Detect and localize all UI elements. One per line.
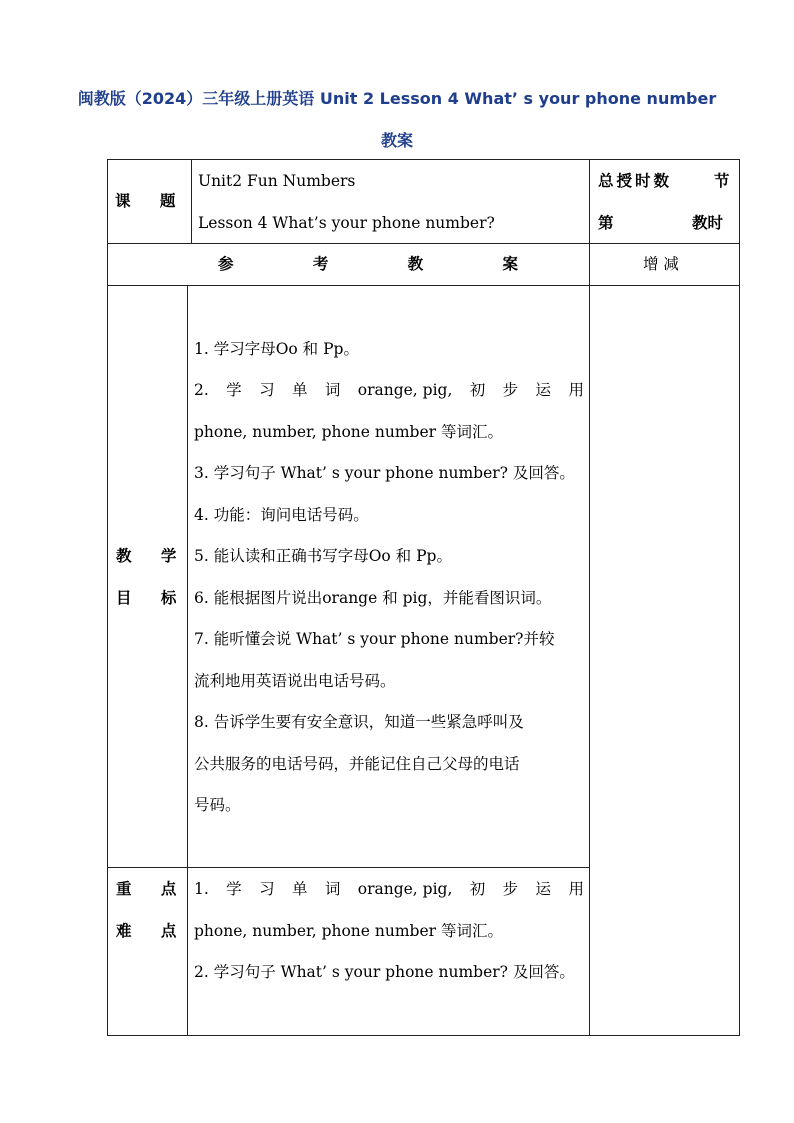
adjust-column-cell [589, 285, 740, 1036]
objective-line-part: 词 [324, 381, 341, 399]
objective-line-part: 运 [535, 381, 552, 399]
objective-line: 公共服务的电话号码，并能记住自己父母的电话 [194, 755, 520, 773]
objective-line-part: 步 [502, 381, 519, 399]
keypoint-line-part: 初 [469, 880, 486, 898]
keypoint-line-part: 单 [291, 880, 308, 898]
reference-plan-char: 考 [312, 255, 329, 273]
objective-line: 流利地用英语说出电话号码。 [194, 672, 396, 690]
lesson-title: Lesson 4 What’s your phone number? [198, 214, 495, 232]
objective-line-part: 用 [568, 381, 584, 399]
objective-line: 3. 学习句子 What’ s your phone number? 及回答。 [194, 464, 575, 482]
objectives-label-line2: 目 标 [116, 589, 189, 607]
keypoint-line-part: 1. [194, 880, 209, 898]
reference-plan-char: 教 [407, 255, 424, 273]
keypoint-line: 2. 学习句子 What’ s your phone number? 及回答。 [194, 963, 575, 981]
document-title-suffix: 教案 [380, 131, 413, 150]
keypoint-line-part: 步 [502, 880, 519, 898]
reference-plan-label [218, 254, 518, 274]
document-title: 闽教版（2024）三年级上册英语 Unit 2 Lesson 4 What’ s your phone number [77, 89, 717, 108]
objective-line [194, 380, 584, 400]
keypoint-line-part: 运 [535, 880, 552, 898]
hour-label: 教时 [692, 214, 724, 232]
objective-line: 8. 告诉学生要有安全意识，知道一些紧急呼叫及 [194, 713, 524, 731]
total-hours-label: 总授时数 [598, 172, 673, 190]
topic-label: 课 题 [115, 192, 188, 210]
objective-line-part: 初 [469, 381, 486, 399]
objective-line-part: orange, pig, [357, 381, 453, 399]
which-label: 第 [598, 214, 614, 232]
objective-line-part: 习 [259, 381, 275, 399]
section-label: 节 [714, 172, 730, 190]
objective-line-part: 2. [194, 381, 209, 399]
objective-line: 号码。 [194, 796, 241, 814]
reference-plan-char: 案 [502, 255, 518, 273]
keypoints-label-line2: 难 点 [116, 922, 189, 940]
objective-line: 4. 功能：询问电话号码。 [194, 506, 369, 524]
adjust-label: 增 减 [643, 255, 679, 273]
objectives-label-cell [107, 285, 188, 868]
objective-line: phone, number, phone number 等词汇。 [194, 423, 503, 441]
keypoint-line-part: 习 [259, 880, 275, 898]
keypoint-line-part: orange, pig, [357, 880, 453, 898]
objective-line: 5. 能认读和正确书写字母Oo 和 Pp。 [194, 547, 452, 565]
objective-line: 7. 能听懂会说 What’ s your phone number?并较 [194, 630, 555, 648]
objective-line-part: 学 [226, 381, 242, 399]
unit-title: Unit2 Fun Numbers [198, 172, 356, 190]
keypoint-line [194, 879, 584, 899]
objective-line: 1. 学习字母Oo 和 Pp。 [194, 340, 359, 358]
objectives-content-cell [187, 285, 590, 868]
objective-line: 6. 能根据图片说出orange 和 pig，并能看图识词。 [194, 589, 552, 607]
keypoint-line-part: 用 [568, 880, 584, 898]
keypoints-label-line1: 重 点 [116, 880, 189, 898]
keypoint-line-part: 学 [226, 880, 242, 898]
keypoint-line-part: 词 [324, 880, 341, 898]
reference-plan-char: 参 [218, 255, 234, 273]
objectives-label-line1: 教 学 [116, 547, 189, 565]
objective-line-part: 单 [291, 381, 308, 399]
keypoint-line: phone, number, phone number 等词汇。 [194, 922, 503, 940]
